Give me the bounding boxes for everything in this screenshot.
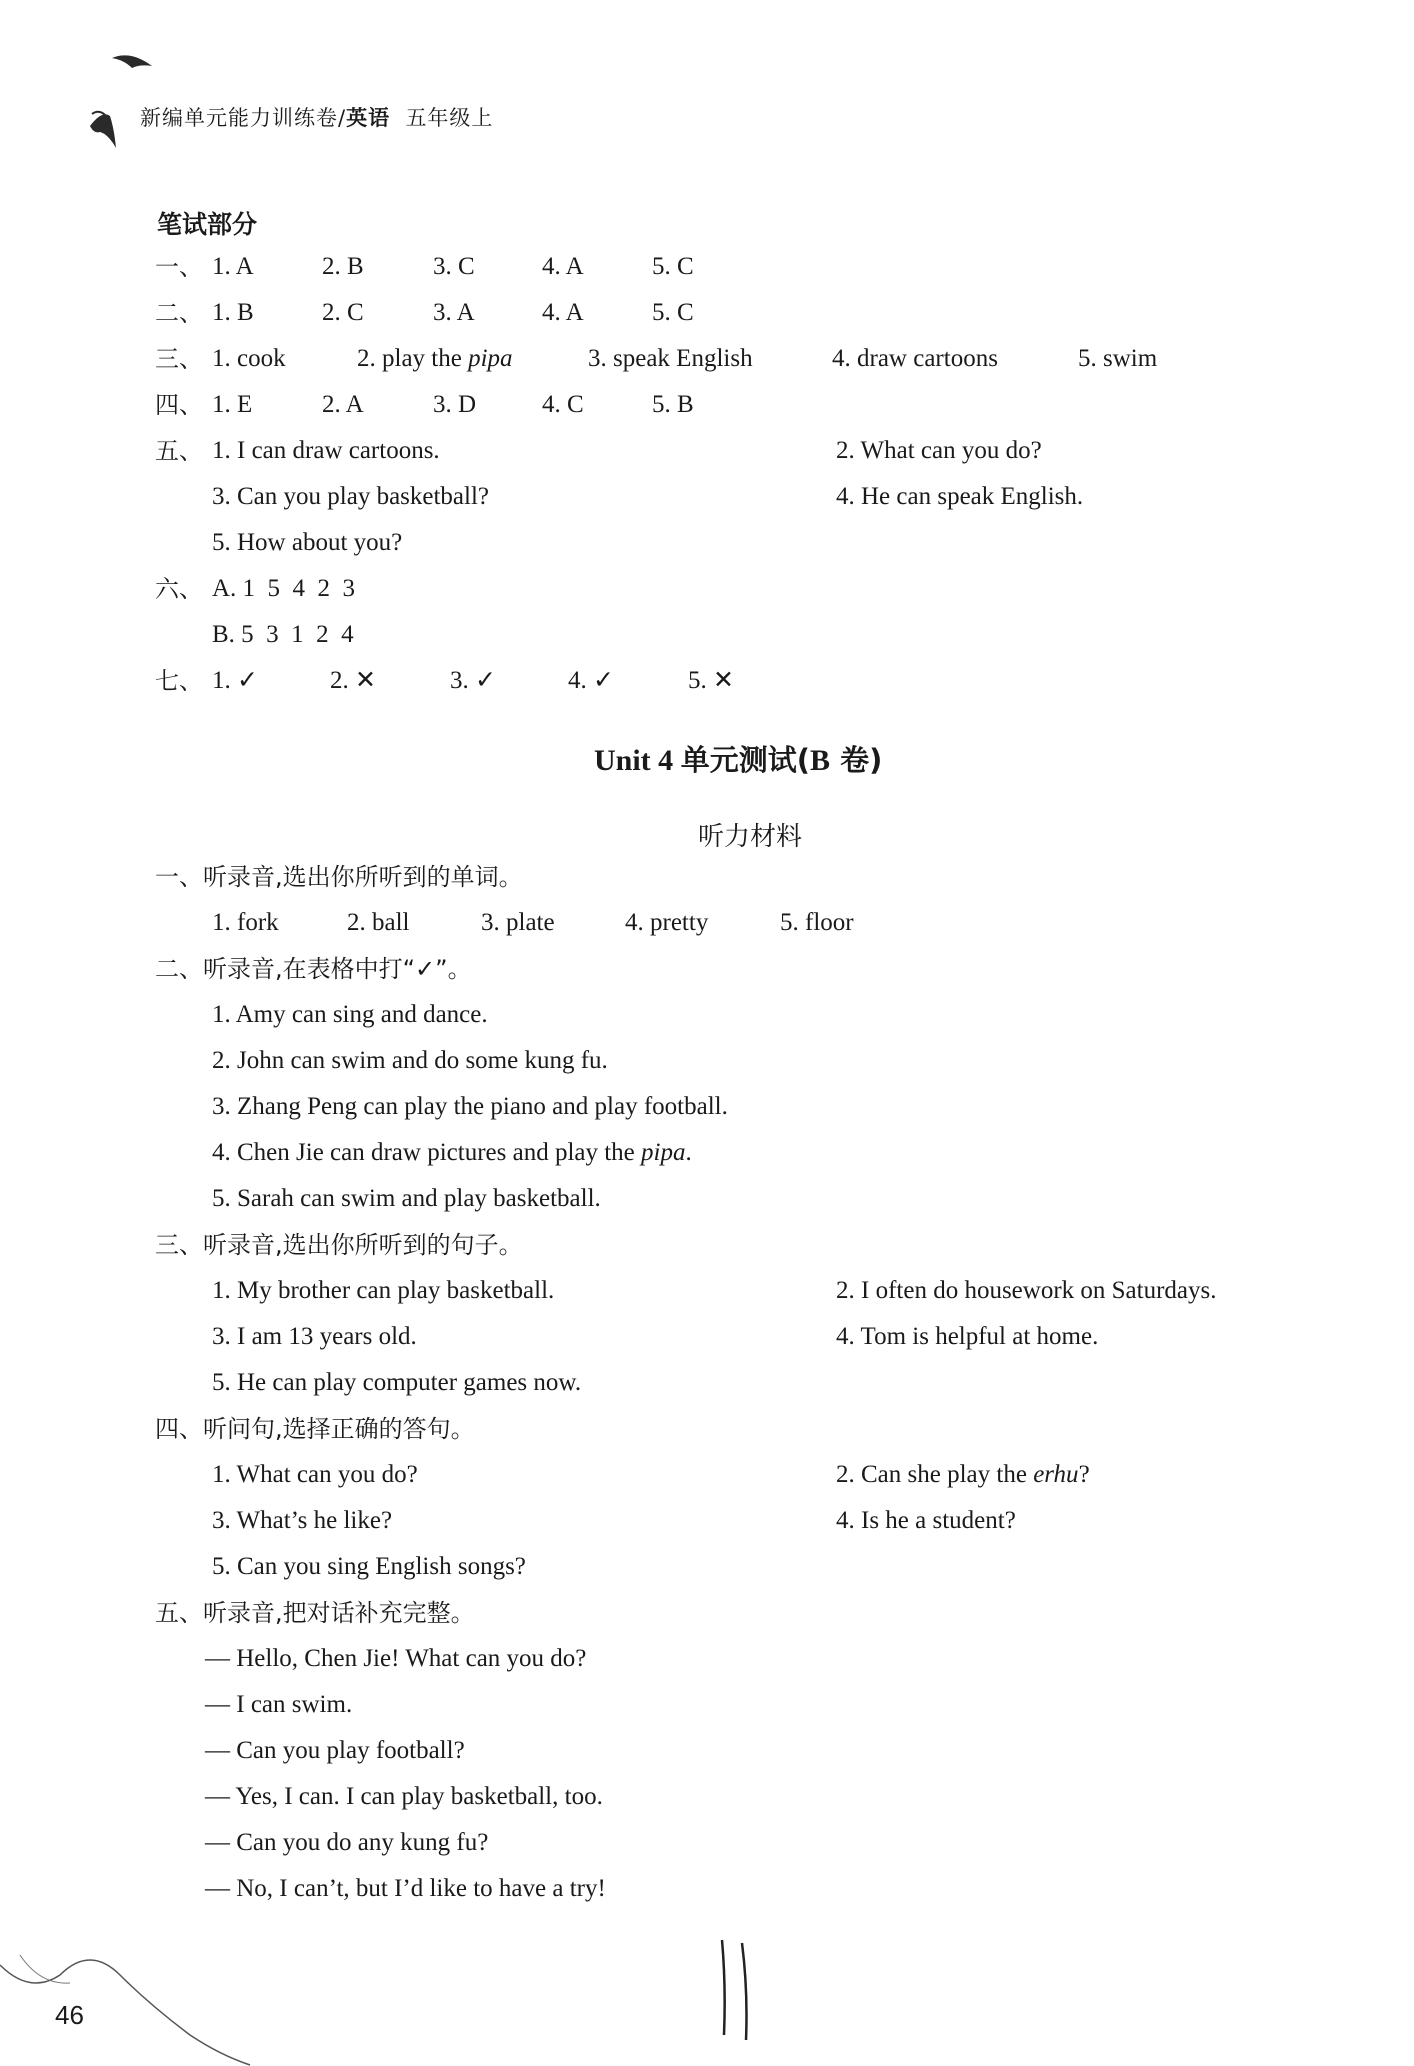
dialogue-line: — Can you play football?	[205, 1737, 465, 1764]
answer-item: 5. swim	[1078, 345, 1158, 372]
answer-item: 3. C	[433, 253, 475, 280]
listening-heading: 听力材料	[698, 822, 803, 852]
q-label: 六、	[155, 575, 203, 603]
answer-item: 3. speak English	[588, 345, 753, 372]
answer-item: 1. ✓	[212, 667, 258, 694]
written-q2-row	[155, 296, 203, 331]
answer-item: 4. He can speak English.	[836, 483, 1084, 510]
listening-q1-label: 一、听录音,选出你所听到的单词。	[155, 863, 523, 891]
answer-item: 3. Can you play basketball?	[212, 483, 490, 510]
answer-item: 1. E	[212, 391, 253, 418]
question-item: 4. Is he a student?	[836, 1507, 1016, 1534]
word-item: 1. fork	[212, 909, 279, 936]
listening-q3-label: 三、听录音,选出你所听到的句子。	[155, 1231, 523, 1259]
unit-title-b: B	[809, 744, 830, 777]
written-q6-row	[155, 572, 203, 607]
handwritten-mark-icon	[712, 1935, 762, 2045]
answer-item: 4. A	[542, 299, 584, 326]
subject-name: 英语	[346, 106, 391, 130]
q-label: 七、	[155, 667, 203, 695]
listening-q5-label: 五、听录音,把对话补充完整。	[155, 1599, 475, 1627]
dialogue-line: — Hello, Chen Jie! What can you do?	[205, 1645, 587, 1672]
dialogue-line: — Can you do any kung fu?	[205, 1829, 489, 1856]
answer-item: 2. C	[322, 299, 364, 326]
answer-item: 2. ✕	[330, 667, 376, 694]
sentence-item: 5. Sarah can swim and play basketball.	[212, 1185, 601, 1212]
sentence-item	[212, 1136, 692, 1170]
sentence-item: 3. Zhang Peng can play the piano and play football.	[212, 1093, 728, 1120]
pipa-word: pipa	[468, 345, 513, 372]
unit-title-cn: 单元测试(	[680, 743, 810, 777]
answer-text: 2. play the	[357, 345, 469, 372]
sentence-item: 4. Tom is helpful at home.	[836, 1323, 1099, 1350]
dialogue-line: — Yes, I can. I can play basketball, too.	[205, 1783, 603, 1810]
answer-item: 5. B	[652, 391, 694, 418]
answer-item	[357, 342, 513, 376]
sentence-period: .	[685, 1139, 692, 1166]
series-name: 新编单元能力训练卷	[140, 106, 338, 130]
answer-item: 1. cook	[212, 345, 286, 372]
answer-item: 1. B	[212, 299, 254, 326]
answer-item: 1. A	[212, 253, 254, 280]
sentence-item: 2. John can swim and do some kung fu.	[212, 1047, 608, 1074]
q-label: 二、	[155, 299, 203, 327]
answer-item: A. 1 5 4 2 3	[212, 575, 356, 602]
q-label: 五、	[155, 437, 203, 465]
answer-item: 5. C	[652, 299, 694, 326]
answer-item: 3. A	[433, 299, 475, 326]
listening-q2-label: 二、听录音,在表格中打“✓”。	[155, 955, 472, 983]
question-item: 3. What’s he like?	[212, 1507, 393, 1534]
written-q4-row	[155, 388, 203, 423]
listening-q4-label: 四、听问句,选择正确的答句。	[155, 1415, 475, 1443]
q-label: 三、	[155, 345, 203, 373]
header-separator: /	[338, 106, 347, 130]
question-item: 1. What can you do?	[212, 1461, 418, 1488]
grade-name: 五年级上	[405, 106, 494, 130]
question-item	[836, 1458, 1090, 1492]
sentence-item: 2. I often do housework on Saturdays.	[836, 1277, 1217, 1304]
page-number: 46	[55, 2000, 84, 2030]
unit-title	[594, 738, 882, 779]
answer-item: 3. ✓	[450, 667, 496, 694]
answer-item: 1. I can draw cartoons.	[212, 437, 440, 464]
answer-item: 2. A	[322, 391, 364, 418]
question-mark: ?	[1078, 1461, 1090, 1488]
unit-title-cn2: 卷)	[829, 743, 883, 777]
word-item: 2. ball	[347, 909, 410, 936]
answer-item: 4. ✓	[568, 667, 614, 694]
sentence-item: 3. I am 13 years old.	[212, 1323, 417, 1350]
answer-item: 3. D	[433, 391, 477, 418]
erhu-word: erhu	[1033, 1461, 1079, 1488]
answer-item: B. 5 3 1 2 4	[212, 621, 354, 648]
answer-item: 4. C	[542, 391, 584, 418]
written-q5-row	[155, 434, 203, 469]
answer-item: 4. A	[542, 253, 584, 280]
header-title	[140, 102, 493, 132]
q-label: 一、	[155, 253, 203, 281]
written-section-heading: 笔试部分	[157, 210, 258, 239]
answer-item: 5. ✕	[688, 667, 734, 694]
answer-item: 5. How about you?	[212, 529, 403, 556]
written-q7-row	[155, 664, 203, 699]
cloud-outline-icon	[0, 1935, 260, 2066]
q-label: 四、	[155, 391, 203, 419]
dialogue-line: — No, I can’t, but I’d like to have a try!	[205, 1875, 606, 1902]
dialogue-line: — I can swim.	[205, 1691, 353, 1718]
word-item: 5. floor	[780, 909, 854, 936]
answer-item: 4. draw cartoons	[832, 345, 998, 372]
word-item: 4. pretty	[625, 909, 709, 936]
sentence-item: 1. Amy can sing and dance.	[212, 1001, 488, 1028]
unit-title-en: Unit 4	[594, 744, 681, 777]
sentence-item: 5. He can play computer games now.	[212, 1369, 582, 1396]
answer-item: 5. C	[652, 253, 694, 280]
pipa-word: pipa	[641, 1139, 686, 1166]
written-q3-row	[155, 342, 203, 377]
answer-item: 2. B	[322, 253, 364, 280]
question-text: 2. Can she play the	[836, 1461, 1034, 1488]
question-item: 5. Can you sing English songs?	[212, 1553, 526, 1580]
written-q1-row	[155, 250, 203, 285]
sentence-text: 4. Chen Jie can draw pictures and play the	[212, 1139, 642, 1166]
word-item: 3. plate	[481, 909, 555, 936]
answer-item: 2. What can you do?	[836, 437, 1042, 464]
sentence-item: 1. My brother can play basketball.	[212, 1277, 555, 1304]
